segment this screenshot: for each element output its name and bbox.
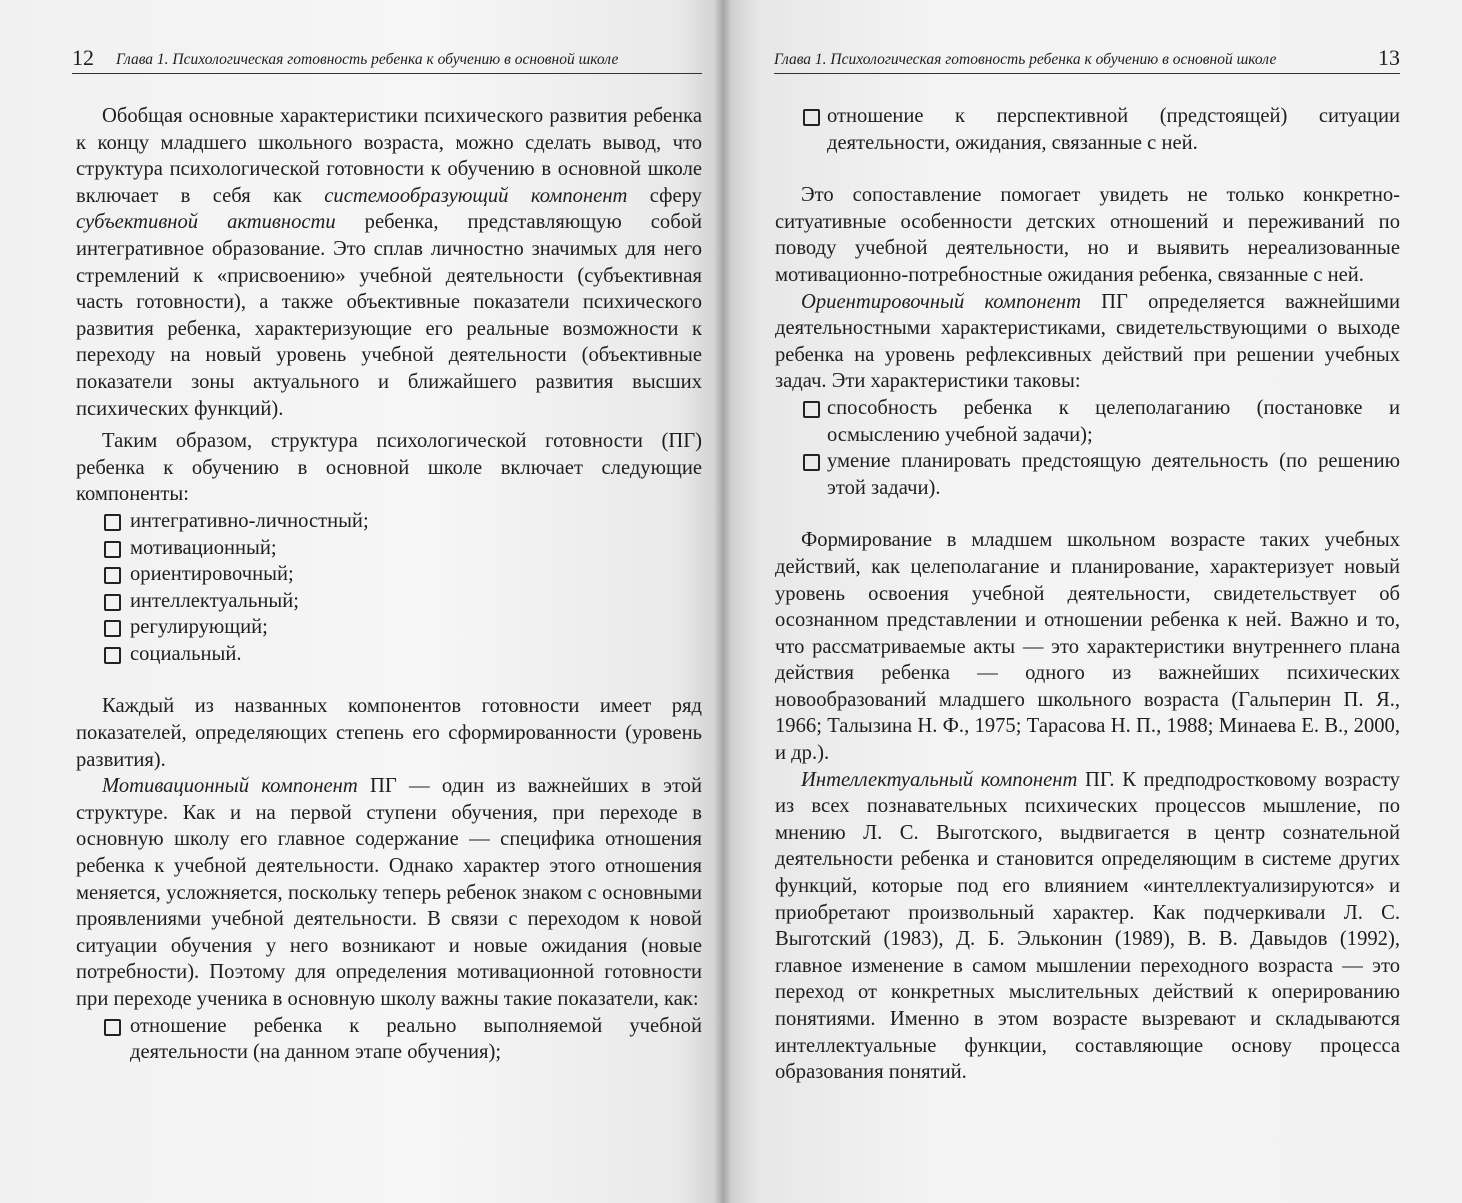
spacer	[76, 667, 702, 693]
checkbox-bullet-icon	[803, 401, 820, 418]
checkbox-bullet-icon	[104, 567, 121, 584]
right-paragraph-4: Интеллектуальный компонент ПГ. К предподростковому возрасту из всех познавательных психических процессов мышление, по мнению Л. С. Выготского, выдвигается в центр сознательной деятельности ребенка и становится определяющим в системе других функций, которые под его влиянием «интеллектуализируются» и приобретают произвольный характер. Как подчеркивали Л. С. Выготский (1983), Д. Б. Эльконин (1989), В. В. Давыдов (1992), главное изменение в самом мышлении переходного возраста — это переход от конкретных мыслительных действий к оперированию понятиями. Именно в этом возрасте вызревают и складываются интеллектуальные функции, составляющие основу процесса образования понятий.	[775, 768, 1400, 1084]
list-item: ориентировочный;	[76, 561, 702, 588]
list-item: умение планировать предстоящую деятельность (по решению этой задачи).	[775, 448, 1400, 501]
list-item: отношение к перспективной (предстоящей) ситуации деятельности, ожидания, связанные с ней.	[775, 103, 1400, 156]
left-page	[0, 0, 722, 1203]
left-paragraph-1: Обобщая основные характеристики психического развития ребенка к концу младшего школьного возраста, можно сделать вывод, что структура психологической готовности к обучению в основной школе включает в себя как системообразующий компонент сферу субъективной активности ребенка, представляющую собой интегративное образование. Это сплав личностно значимых для него стремлений к «присвоению» учебной деятельности (субъективная часть готовности), а также объективные показатели психического развития ребенка, характеризующие его реальные возможности к переходу на новый уровень учебной деятельности (объективные показатели зоны актуального и ближайшего развития высших психических функций).	[76, 105, 702, 420]
spacer	[775, 501, 1400, 527]
left-paragraph-2: Таким образом, структура психологической готовности (ПГ) ребенка к обучению в основной школе включает следующие компоненты:	[76, 430, 702, 506]
motivation-list-continued	[775, 103, 1400, 156]
list-item: интеллектуальный;	[76, 588, 702, 615]
spacer	[775, 156, 1400, 182]
list-item: способность ребенка к целеполаганию (постановке и осмыслению учебной задачи);	[775, 395, 1400, 448]
list-item: регулирующий;	[76, 614, 702, 641]
right-running-header	[774, 40, 1400, 74]
left-running-title: Глава 1. Психологическая готовность ребенка к обучению в основной школе	[116, 50, 619, 68]
motivation-list	[76, 1013, 702, 1066]
components-list	[76, 508, 702, 668]
checkbox-bullet-icon	[104, 594, 121, 611]
orientation-list	[775, 395, 1400, 501]
checkbox-bullet-icon	[104, 647, 121, 664]
checkbox-bullet-icon	[803, 454, 820, 471]
right-paragraph-2: Ориентировочный компонент ПГ определяется важнейшими деятельностными характеристиками, свидетельствующими о выходе ребенка на уровень рефлексивных действий при решении учебных задач. Эти характеристики таковы:	[775, 290, 1401, 393]
left-page-number: 12	[72, 45, 94, 70]
left-paragraph-3: Каждый из названных компонентов готовности имеет ряд показателей, определяющих степень его сформированности (уровень развития).	[76, 695, 702, 771]
checkbox-bullet-icon	[803, 109, 820, 126]
left-running-header	[72, 40, 702, 74]
list-item: мотивационный;	[76, 535, 702, 562]
left-paragraph-4: Мотивационный компонент ПГ — один из важнейших в этой структуре. Как и на первой ступени обучения, при переходе в основную школу его главное содержание — специфика отношения ребенка к учебной деятельности. Однако характер этого отношения меняется, усложняется, поскольку теперь ребенок знаком с основными проявлениями учебной деятельности. В связи с переходом к новой ситуации обучения у него возникают и новые ожидания (новые потребности). Поэтому для определения мотивационной готовности при переходе ученика в основную школу важны такие показатели, как:	[76, 775, 703, 1010]
list-item: социальный.	[76, 641, 702, 668]
checkbox-bullet-icon	[104, 1019, 121, 1036]
right-running-title: Глава 1. Психологическая готовность ребенка к обучению в основной школе	[774, 50, 1277, 68]
right-body-text	[775, 103, 1400, 1086]
right-paragraph-3: Формирование в младшем школьном возрасте таких учебных действий, как целеполагание и планирование, характеризует новый уровень освоения учебной деятельности, свидетельствует об осознанном представлении и отношении ребенка к ней. Важно и то, что рассматриваемые акты — это характеристики внутреннего плана действия ребенка — одного из важнейших психических новообразований младшего школьного возраста (Гальперин П. Я., 1966; Талызина Н. Ф., 1975; Тарасова Н. П., 1988; Минаева Е. В., 2000, и др.).	[775, 529, 1400, 765]
right-paragraph-1: Это сопоставление помогает увидеть не только конкретно-ситуативные особенности детских отношений и переживаний по поводу учебной деятельности, но и выявить нереализованные мотивационно-потребностные ожидания ребенка, связанные с ней.	[775, 184, 1400, 286]
checkbox-bullet-icon	[104, 541, 121, 558]
list-item: отношение ребенка к реально выполняемой учебной деятельности (на данном этапе обучения);	[76, 1013, 702, 1066]
list-item: интегративно-личностный;	[76, 508, 702, 535]
checkbox-bullet-icon	[104, 514, 121, 531]
right-page-number: 13	[1378, 45, 1400, 70]
left-body-text	[76, 103, 702, 1066]
right-page	[722, 0, 1462, 1203]
checkbox-bullet-icon	[104, 620, 121, 637]
